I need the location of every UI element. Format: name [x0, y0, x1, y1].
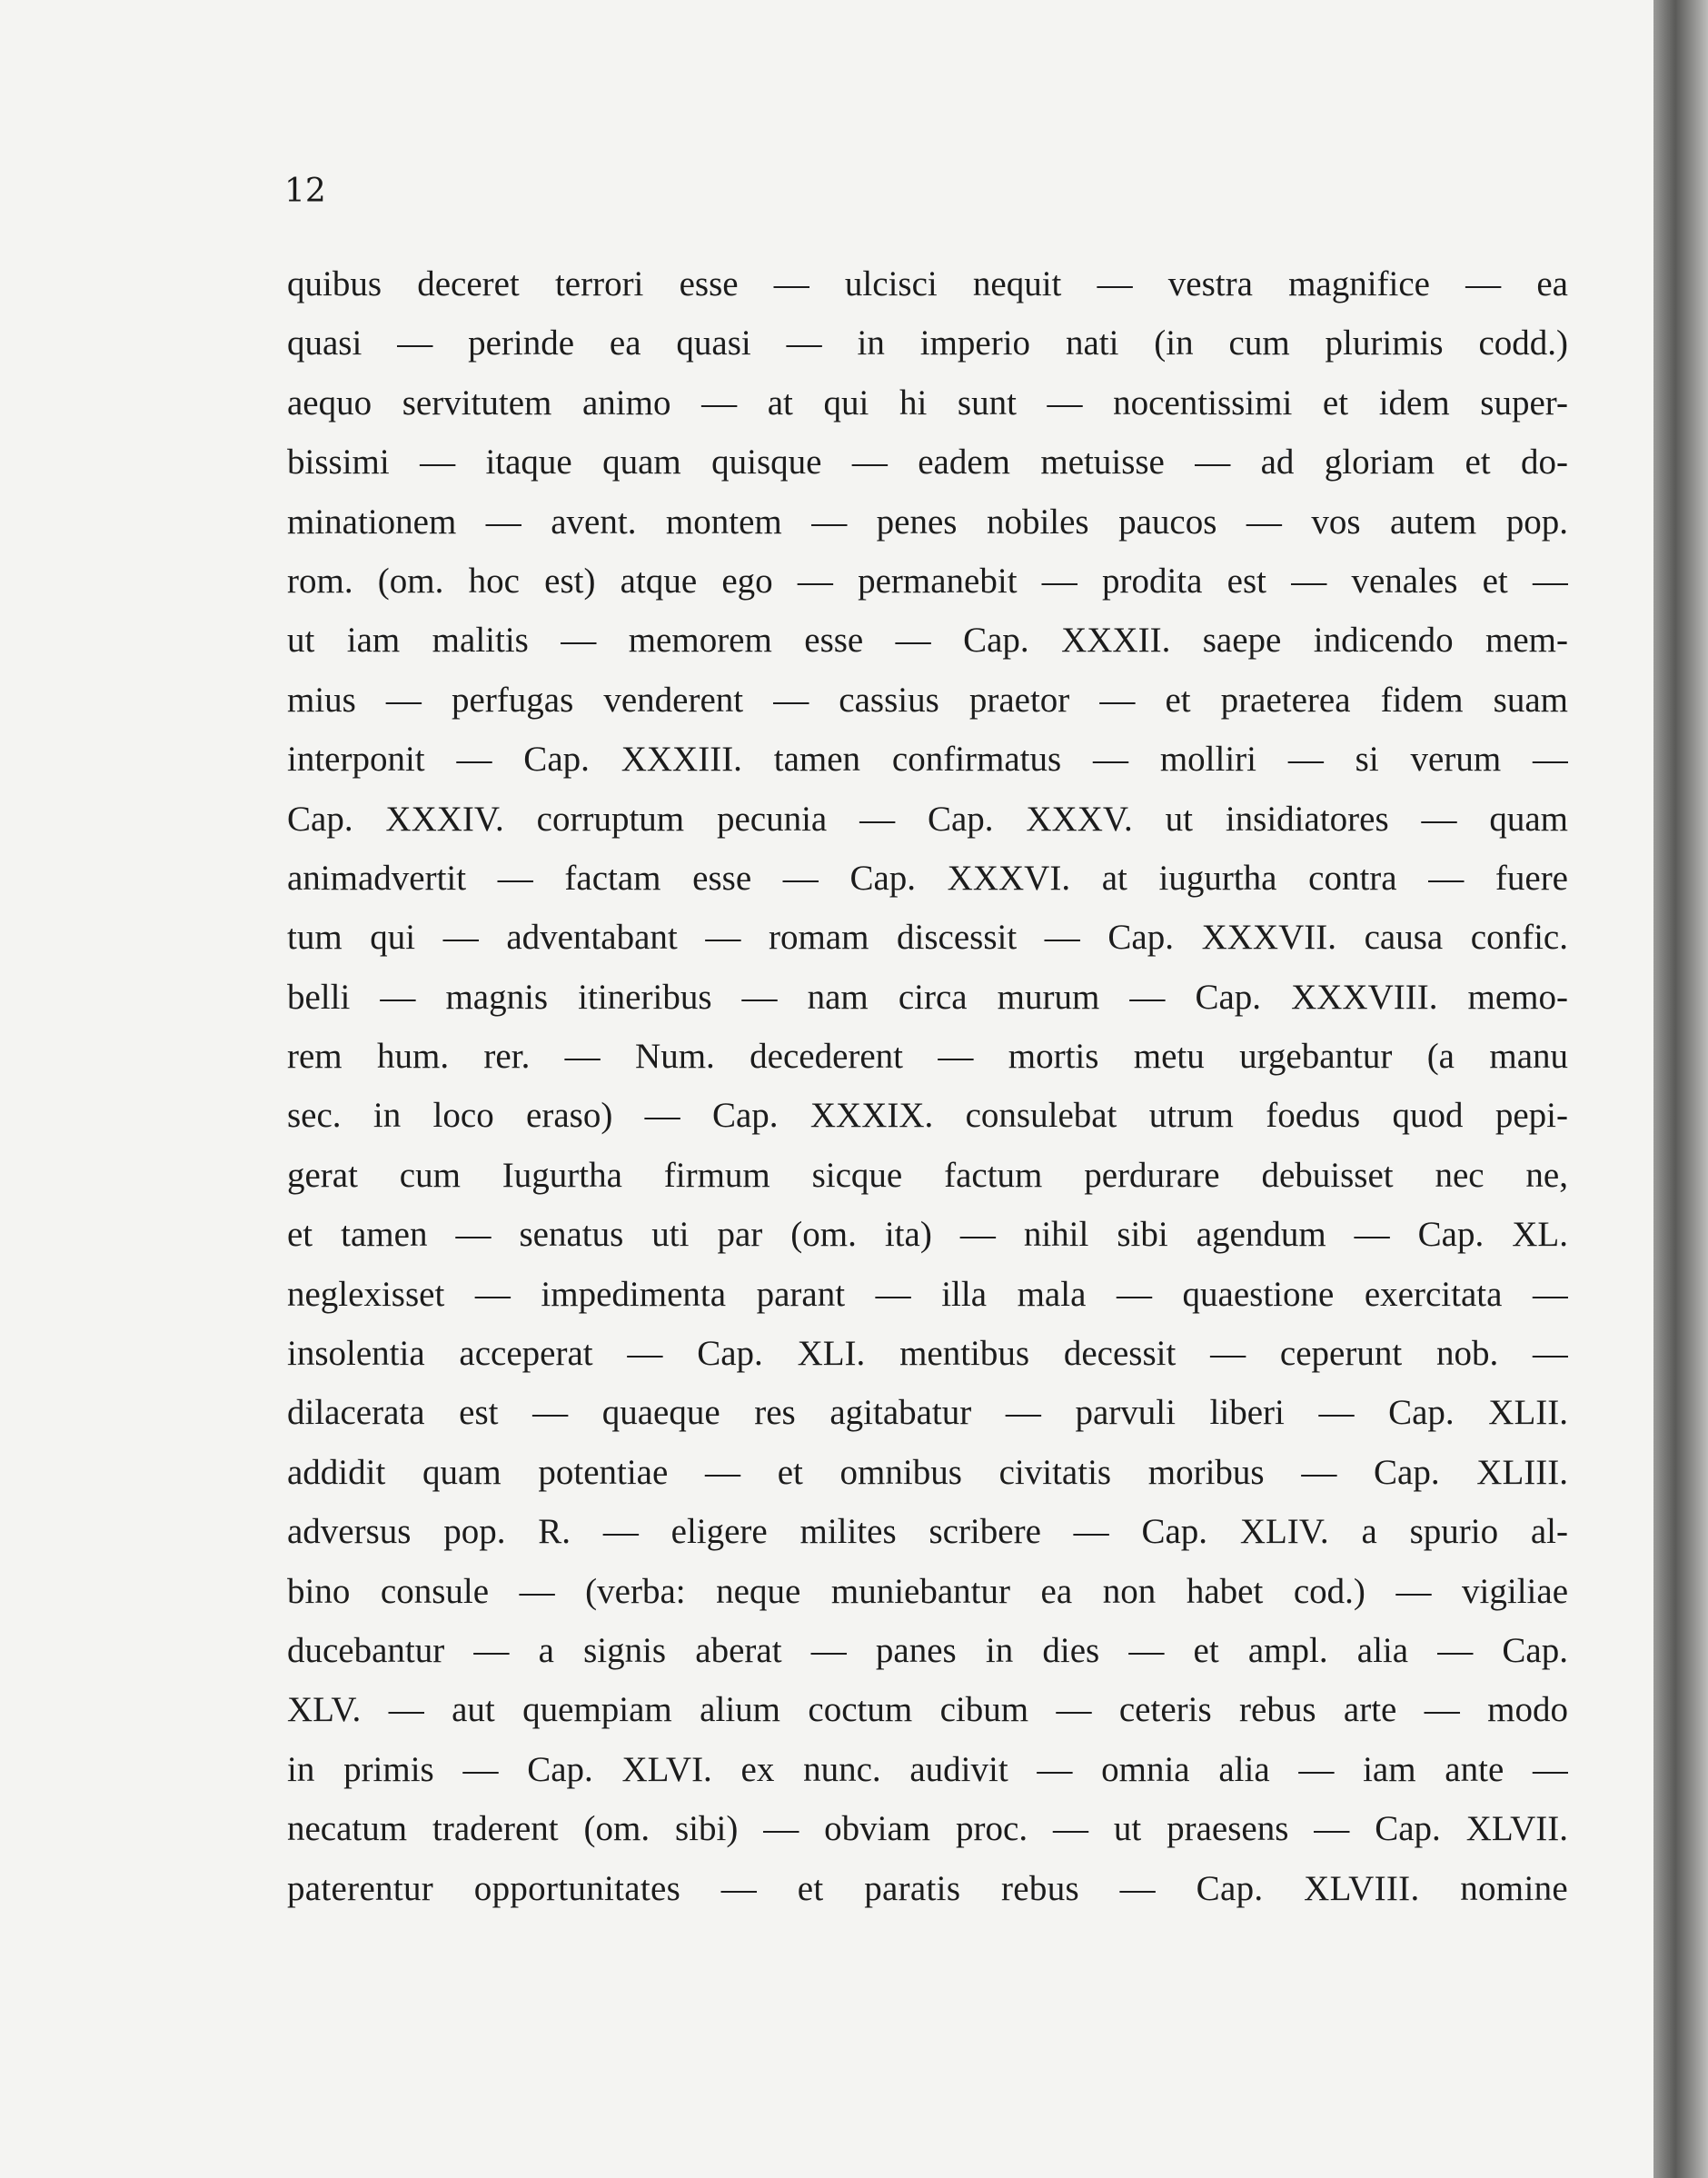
text-line: bino consule — (verba: neque muniebantur ea non habet cod.) — vigiliae	[287, 1571, 1568, 1611]
text-line: aequo servitutem animo — at qui hi sunt — nocentissimi et idem super-	[287, 383, 1568, 423]
text-line: animadvertit — factam esse — Cap. XXXVI. at iugurtha contra — fuere	[287, 858, 1568, 898]
text-line: quasi — perinde ea quasi — in imperio nati (in cum plurimis codd.)	[287, 323, 1568, 363]
text-line: XLV. — aut quempiam alium coctum cibum — ceteris rebus arte — modo	[287, 1690, 1568, 1730]
text-line: in primis — Cap. XLVI. ex nunc. audivit — omnia alia — iam ante —	[287, 1749, 1568, 1789]
text-line: bissimi — itaque quam quisque — eadem metuisse — ad gloriam et do-	[287, 443, 1568, 482]
book-spine-shadow	[1653, 0, 1708, 2178]
text-line: quibus deceret terrori esse — ulcisci nequit — vestra magnifice — ea	[287, 264, 1568, 303]
text-line: interponit — Cap. XXXIII. tamen confirmatus — molliri — si verum —	[287, 740, 1568, 780]
text-line: gerat cum Iugurtha firmum sicque factum perdurare debuisset nec ne,	[287, 1155, 1568, 1195]
text-line: minationem — avent. montem — penes nobiles paucos — vos autem pop.	[287, 502, 1568, 542]
text-line: et tamen — senatus uti par (om. ita) — nihil sibi agendum — Cap. XL.	[287, 1215, 1568, 1255]
text-line: adversus pop. R. — eligere milites scribere — Cap. XLIV. a spurio al-	[287, 1512, 1568, 1552]
text-line: addidit quam potentiae — et omnibus civitatis moribus — Cap. XLIII.	[287, 1452, 1568, 1492]
body-text	[287, 254, 1568, 1918]
text-line: rem hum. rer. — Num. decederent — mortis metu urgebantur (a manu	[287, 1037, 1568, 1077]
text-line: paterentur opportunitates — et paratis rebus — Cap. XLVIII. nomine	[287, 1868, 1568, 1908]
text-line: neglexisset — impedimenta parant — illa mala — quaestione exercitata —	[287, 1274, 1568, 1314]
page-number: 12	[284, 173, 326, 210]
text-line: tum qui — adventabant — romam discessit — Cap. XXXVII. causa confic.	[287, 918, 1568, 958]
text-line: rom. (om. hoc est) atque ego — permanebit — prodita est — venales et —	[287, 561, 1568, 601]
text-line: sec. in loco eraso) — Cap. XXXIX. consulebat utrum foedus quod pepi-	[287, 1096, 1568, 1136]
text-line: mius — perfugas venderent — cassius praetor — et praeterea fidem suam	[287, 680, 1568, 720]
text-line: ducebantur — a signis aberat — panes in dies — et ampl. alia — Cap.	[287, 1630, 1568, 1670]
text-line: dilacerata est — quaeque res agitabatur — parvuli liberi — Cap. XLII.	[287, 1393, 1568, 1433]
text-line: belli — magnis itineribus — nam circa murum — Cap. XXXVIII. memo-	[287, 977, 1568, 1017]
text-line: Cap. XXXIV. corruptum pecunia — Cap. XXXV. ut insidiatores — quam	[287, 799, 1568, 839]
text-line: insolentia acceperat — Cap. XLI. mentibus decessit — ceperunt nob. —	[287, 1334, 1568, 1374]
text-line: ut iam malitis — memorem esse — Cap. XXXII. saepe indicendo mem-	[287, 621, 1568, 661]
text-line: necatum traderent (om. sibi) — obviam proc. — ut praesens — Cap. XLVII.	[287, 1809, 1568, 1849]
